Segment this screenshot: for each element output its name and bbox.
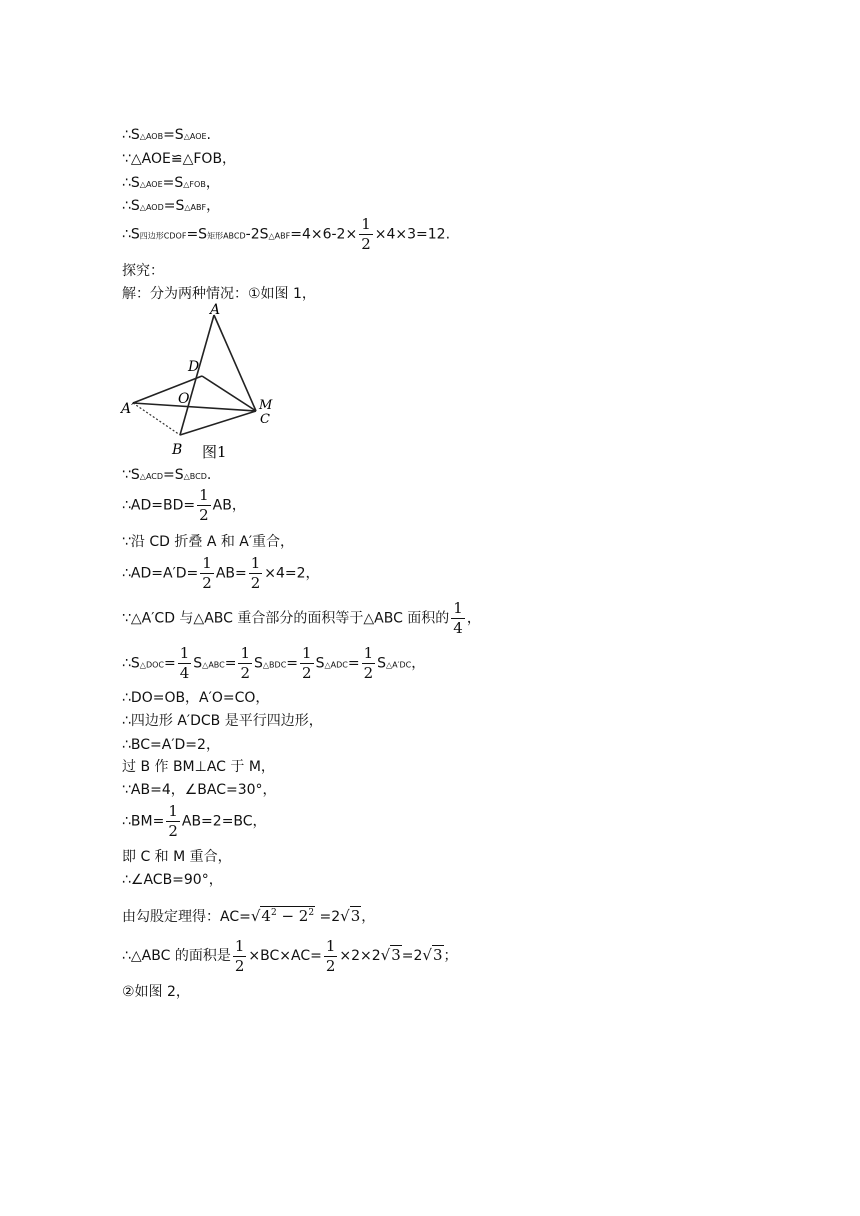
text: ，: [361, 909, 376, 925]
text: AB=: [215, 565, 247, 582]
subscript: △FOB: [183, 180, 206, 189]
subscript: ABCD: [223, 231, 246, 241]
label-D: D: [188, 359, 200, 375]
text: S: [315, 655, 325, 672]
segment-BC: [180, 411, 256, 435]
line-23: [122, 936, 458, 976]
denominator: 2: [325, 956, 336, 975]
numerator: 1: [202, 554, 212, 572]
line-24: ②如图 2，: [122, 984, 190, 1000]
text: =: [164, 655, 176, 672]
subscript: △A′DC: [386, 660, 412, 670]
text: =S: [163, 467, 184, 483]
text: S: [193, 655, 203, 672]
numerator: 1: [234, 936, 245, 955]
line-9: [122, 486, 246, 525]
numerator: 1: [168, 802, 178, 820]
numerator: 1: [179, 644, 190, 662]
subscript: 四边形: [139, 231, 164, 241]
line-19: [122, 802, 267, 841]
line-16: ∴BC=A′D=2，: [122, 737, 220, 753]
subscript: △AOE: [183, 132, 207, 141]
figure-caption: 图1: [202, 443, 227, 461]
label-O: O: [178, 391, 190, 407]
text: =: [347, 655, 360, 672]
text: =S: [162, 175, 184, 191]
fraction: [451, 599, 465, 638]
line-21: ∴∠ACB=90°，: [122, 872, 223, 888]
text: -2S: [245, 226, 269, 243]
text: ×4×3=12.: [374, 226, 451, 243]
denominator: 2: [202, 574, 212, 592]
text: ，: [205, 175, 220, 191]
denominator: 2: [361, 235, 371, 253]
text: ∴S: [122, 127, 140, 143]
figure-1: [118, 302, 288, 462]
radicand: 3: [391, 946, 401, 964]
label-B: B: [172, 442, 183, 458]
text: ×4=2，: [264, 565, 320, 582]
radicand: 3: [350, 907, 361, 925]
exponent: 2: [308, 908, 315, 918]
denominator: 4: [179, 664, 190, 682]
line-14: ∴DO=OB，A′O=CO，: [122, 690, 270, 706]
numerator: 1: [453, 599, 463, 617]
text: ，: [466, 610, 481, 627]
numerator: 1: [250, 554, 261, 572]
text: =S: [186, 226, 208, 243]
segment-A-prime-C: [133, 403, 256, 411]
line-22: [122, 904, 375, 926]
segment-A-prime-B-dashed: [133, 403, 180, 435]
text: =4×6-2×: [290, 226, 358, 243]
text: ∴S: [122, 175, 140, 191]
text: ∴AD=BD=: [122, 497, 196, 514]
text: ，: [206, 198, 221, 214]
subscript: △ABC: [202, 660, 225, 670]
fraction: [178, 644, 192, 683]
line-4: [122, 197, 220, 217]
text: =: [224, 655, 237, 672]
fraction: [233, 937, 247, 976]
text: ；: [443, 948, 458, 964]
text: 由勾股定理得：AC=: [122, 909, 251, 925]
text: ×BC×AC=: [248, 948, 322, 964]
line-20: 即 C 和 M 重合，: [122, 849, 232, 865]
text: =: [286, 655, 299, 672]
subscript: △AOD: [139, 203, 164, 212]
text: S: [254, 655, 263, 672]
radical: √3: [340, 907, 361, 925]
fraction: [197, 486, 211, 525]
text: =2: [401, 948, 423, 964]
fraction: [359, 215, 373, 254]
denominator: 2: [234, 956, 245, 975]
line-12: [122, 599, 481, 638]
text: ∴S: [122, 226, 140, 243]
line-6: 探究：: [122, 263, 164, 279]
text: ∴BM=: [122, 813, 165, 830]
denominator: 2: [302, 664, 312, 682]
text: ∴△ABC 的面积是: [122, 948, 231, 964]
numerator: 1: [302, 644, 312, 662]
fraction: [362, 644, 376, 683]
subscript: △ABF: [268, 231, 291, 241]
subscript: △ACD: [139, 472, 164, 481]
line-8: [122, 466, 211, 486]
subscript: △AOB: [139, 132, 164, 141]
text: =S: [163, 198, 185, 214]
line-18: ∵AB=4，∠BAC=30°，: [122, 782, 277, 798]
fraction: [324, 937, 338, 976]
text: =S: [163, 127, 184, 143]
subscript: △ADC: [324, 660, 348, 670]
radical: √3: [422, 946, 443, 964]
numerator: 1: [363, 644, 374, 662]
denominator: 2: [168, 822, 178, 840]
text: S: [377, 655, 387, 672]
radicand: 3: [432, 946, 443, 964]
text: ∴S: [122, 655, 140, 672]
subscript: CDOF: [163, 231, 187, 241]
fraction: [238, 644, 252, 683]
radicand: − 2: [276, 907, 309, 925]
text: .: [206, 127, 211, 143]
line-2: ∵△AOE≌△FOB，: [122, 151, 237, 167]
label-A: A: [210, 302, 221, 318]
line-17: 过 B 作 BM⊥AC 于 M，: [122, 759, 275, 775]
line-10: ∵沿 CD 折叠 A 和 A′重合，: [122, 534, 295, 550]
denominator: 2: [250, 574, 261, 592]
radicand: 4: [261, 907, 271, 925]
line-1: [122, 126, 211, 146]
text: ×2×2: [339, 948, 381, 964]
text: AB=2=BC，: [181, 813, 267, 830]
label-A-prime: A′: [121, 401, 135, 417]
subscript: △BCD: [183, 472, 207, 481]
numerator: 1: [325, 936, 336, 955]
line-15: ∴四边形 A′DCB 是平行四边形，: [122, 713, 323, 729]
exponent: 2: [270, 908, 277, 918]
text: ∴S: [122, 198, 140, 214]
denominator: 2: [363, 664, 374, 682]
text: AB，: [212, 497, 246, 514]
subscript: △ABF: [184, 203, 207, 212]
denominator: 2: [199, 506, 209, 524]
line-3: [122, 174, 220, 194]
line-13: [122, 644, 425, 685]
fraction: [300, 644, 314, 683]
fraction: [166, 802, 180, 841]
denominator: 4: [453, 619, 463, 637]
fraction: [200, 554, 214, 593]
text: ，: [411, 655, 426, 672]
text: ∵△A′CD 与△ABC 重合部分的面积等于△ABC 面积的: [122, 610, 450, 627]
line-7: 解：分为两种情况：①如图 1，: [122, 286, 316, 302]
subscript: △BDC: [262, 660, 287, 670]
numerator: 1: [240, 644, 251, 662]
numerator: 1: [199, 486, 209, 504]
label-C: C: [260, 412, 270, 427]
radical: $√4^2 - 2^2$: [250, 907, 315, 925]
text: =2: [315, 909, 341, 925]
line-11: [122, 554, 320, 593]
radical: √3: [380, 946, 401, 964]
text: .: [206, 467, 212, 483]
subscript: 矩形: [207, 231, 224, 241]
subscript: △DOC: [139, 660, 164, 670]
text: ∴AD=A′D=: [122, 565, 199, 582]
line-5: [122, 215, 450, 256]
label-M: M: [259, 398, 273, 413]
segment-A-prime-D: [133, 376, 202, 403]
text: ∵S: [122, 467, 140, 483]
segment-AB: [180, 315, 214, 435]
fraction: [249, 554, 263, 593]
numerator: 1: [361, 215, 371, 233]
subscript: △AOE: [139, 180, 163, 189]
denominator: 2: [240, 664, 251, 682]
